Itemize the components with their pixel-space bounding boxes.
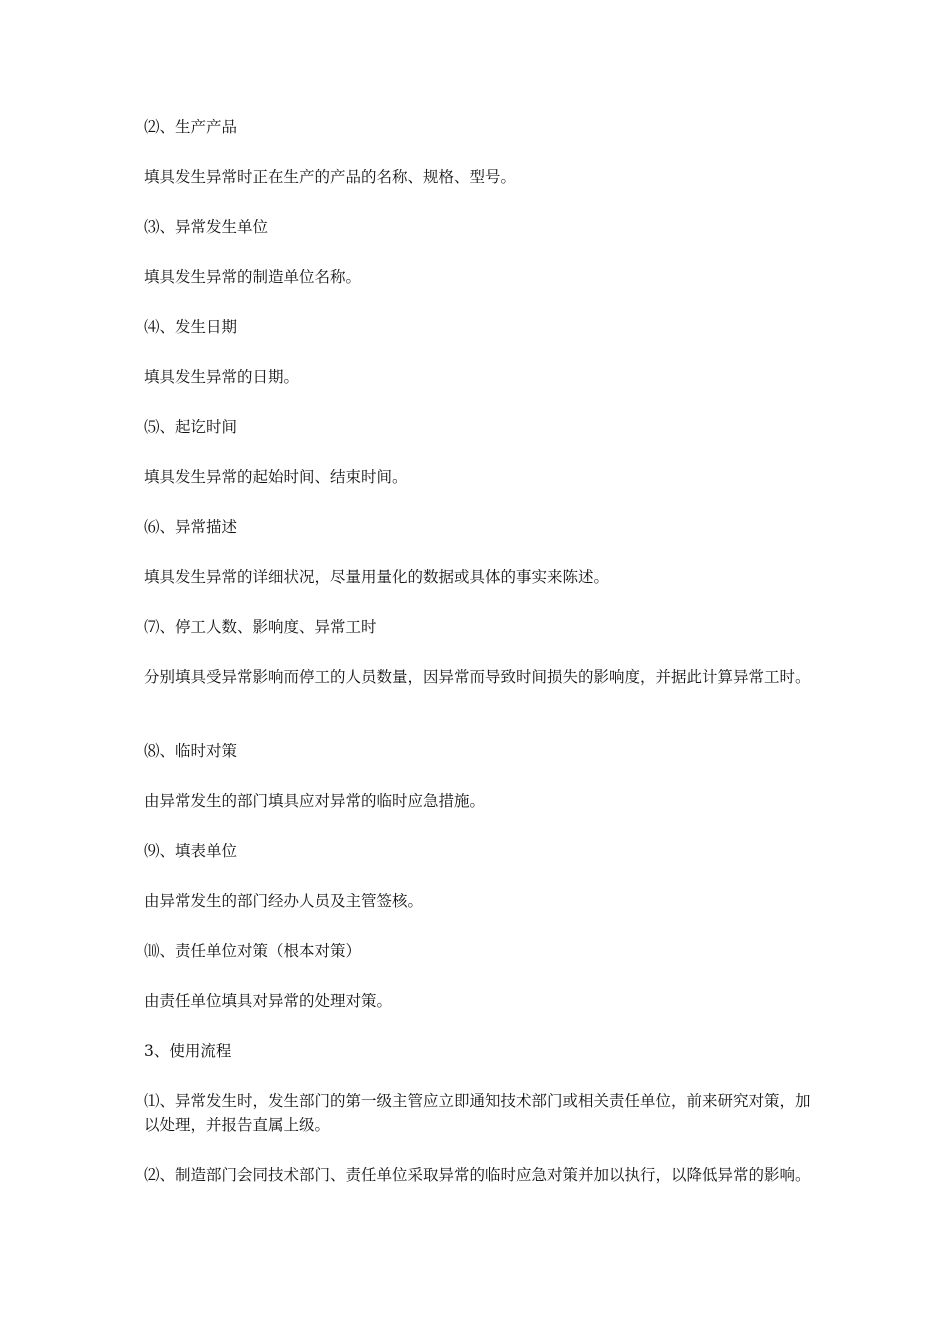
item-description: 分别填具受异常影响而停工的人员数量，因异常而导致时间损失的影响度，并据此计算异常工时。 — [144, 668, 811, 686]
item-heading-temporary-measures: ⑻、临时对策 — [144, 742, 238, 760]
process-step: ⑵、制造部门会同技术部门、责任单位采取异常的临时应急对策并加以执行，以降低异常的影响。 — [144, 1166, 811, 1184]
item-heading-occurrence-date: ⑷、发生日期 — [144, 318, 238, 336]
item-description: 由异常发生的部门填具应对异常的临时应急措施。 — [144, 792, 486, 810]
process-step: ⑴、异常发生时，发生部门的第一级主管应立即通知技术部门或相关责任单位，前来研究对策，加以处理，并报告直属上级。 — [144, 1092, 811, 1134]
item-heading-production-product: ⑵、生产产品 — [144, 118, 238, 136]
item-heading-downtime: ⑺、停工人数、影响度、异常工时 — [144, 618, 377, 636]
item-heading-form-unit: ⑼、填表单位 — [144, 842, 238, 860]
item-description: 填具发生异常的详细状况，尽量用量化的数据或具体的事实来陈述。 — [144, 568, 610, 586]
item-description: 由异常发生的部门经办人员及主管签核。 — [144, 892, 424, 910]
item-description: 填具发生异常的日期。 — [144, 368, 300, 386]
item-heading-responsible-unit-measures: ⑽、责任单位对策（根本对策） — [144, 942, 362, 960]
section-heading-usage-process: 3、使用流程 — [144, 1042, 232, 1060]
item-heading-start-end-time: ⑸、起讫时间 — [144, 418, 238, 436]
item-heading-abnormal-unit: ⑶、异常发生单位 — [144, 218, 269, 236]
item-description: 填具发生异常的制造单位名称。 — [144, 268, 362, 286]
item-description: 由责任单位填具对异常的处理对策。 — [144, 992, 393, 1010]
item-description: 填具发生异常的起始时间、结束时间。 — [144, 468, 408, 486]
item-heading-abnormal-description: ⑹、异常描述 — [144, 518, 238, 536]
item-description: 填具发生异常时正在生产的产品的名称、规格、型号。 — [144, 168, 517, 186]
